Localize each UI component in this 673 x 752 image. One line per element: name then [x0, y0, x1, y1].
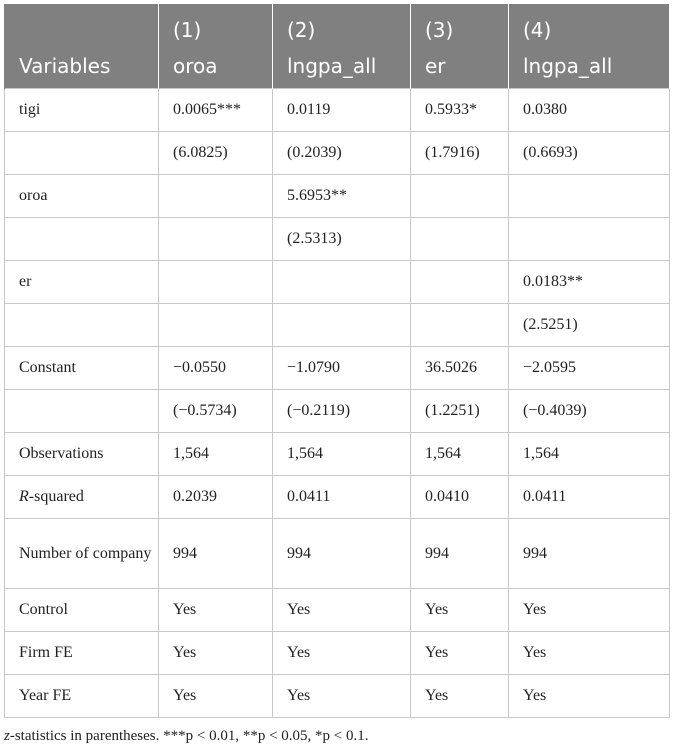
row-label: oroa [5, 175, 159, 218]
table-cell [411, 304, 509, 347]
header-depvar-1: oroa [159, 44, 273, 89]
footnote-italic: z [4, 728, 10, 744]
table-cell [159, 175, 273, 218]
header-depvar-3: er [411, 44, 509, 89]
table-cell [509, 218, 670, 261]
table-row [5, 589, 670, 632]
table-cell: Yes [159, 632, 273, 675]
table-cell [273, 304, 411, 347]
table-cell: Yes [159, 589, 273, 632]
row-label-italic: R [19, 488, 29, 505]
table-row [5, 519, 670, 589]
table-cell: 0.0410 [411, 476, 509, 519]
table-cell: 994 [509, 519, 670, 589]
table-cell: −2.0595 [509, 347, 670, 390]
table-cell: (1.7916) [411, 132, 509, 175]
table-row [5, 89, 670, 132]
table-cell: 0.0411 [509, 476, 670, 519]
table-row [5, 433, 670, 476]
table-row [5, 261, 670, 304]
table-cell: 0.0380 [509, 89, 670, 132]
table-cell: 994 [159, 519, 273, 589]
table-cell: 1,564 [509, 433, 670, 476]
table-row [5, 675, 670, 718]
table-cell: (−0.5734) [159, 390, 273, 433]
header-model-3: (3) [411, 4, 509, 44]
table-cell: (−0.4039) [509, 390, 670, 433]
regression-table-container [4, 4, 669, 745]
table-cell: 0.0119 [273, 89, 411, 132]
row-label [5, 476, 159, 519]
table-cell: 994 [273, 519, 411, 589]
table-cell: 994 [411, 519, 509, 589]
table-cell: Yes [509, 632, 670, 675]
header-model-2: (2) [273, 4, 411, 44]
row-label: er [5, 261, 159, 304]
header-variables-label: Variables [5, 44, 159, 89]
table-row [5, 132, 670, 175]
table-cell: Yes [273, 589, 411, 632]
row-label: Constant [5, 347, 159, 390]
table-cell: 0.5933* [411, 89, 509, 132]
table-cell: Yes [159, 675, 273, 718]
row-label [5, 218, 159, 261]
table-cell: Yes [411, 632, 509, 675]
table-footnote [4, 728, 669, 745]
header-empty-cell [5, 4, 159, 44]
table-cell [273, 261, 411, 304]
row-label: Control [5, 589, 159, 632]
table-cell: (2.5313) [273, 218, 411, 261]
table-cell: 0.2039 [159, 476, 273, 519]
table-row [5, 632, 670, 675]
table-row [5, 390, 670, 433]
table-cell: 0.0183** [509, 261, 670, 304]
table-cell: (0.2039) [273, 132, 411, 175]
table-cell: (−0.2119) [273, 390, 411, 433]
table-cell: (2.5251) [509, 304, 670, 347]
table-cell: 5.6953** [273, 175, 411, 218]
table-cell [411, 175, 509, 218]
table-cell: 0.0065*** [159, 89, 273, 132]
table-cell: 0.0411 [273, 476, 411, 519]
table-header [5, 4, 670, 89]
row-label: Number of company [5, 519, 159, 589]
row-label-rest: -squared [28, 488, 84, 505]
table-cell [411, 218, 509, 261]
regression-table [4, 4, 670, 718]
header-depvar-2: lngpa_all [273, 44, 411, 89]
row-label [5, 132, 159, 175]
table-cell: Yes [273, 675, 411, 718]
table-row [5, 175, 670, 218]
table-cell: 1,564 [273, 433, 411, 476]
table-cell: Yes [509, 675, 670, 718]
table-cell: (1.2251) [411, 390, 509, 433]
row-label: Year FE [5, 675, 159, 718]
header-row-model-numbers [5, 4, 670, 44]
header-row-dependent-vars [5, 44, 670, 89]
table-body [5, 89, 670, 718]
table-row [5, 476, 670, 519]
table-cell [159, 304, 273, 347]
table-row [5, 347, 670, 390]
footnote-text: -statistics in parentheses. ***p < 0.01, **p < 0.05, *p < 0.1. [9, 728, 369, 744]
table-cell: Yes [509, 589, 670, 632]
table-cell: −0.0550 [159, 347, 273, 390]
table-cell: Yes [273, 632, 411, 675]
row-label [5, 390, 159, 433]
table-cell [509, 175, 670, 218]
table-cell [411, 261, 509, 304]
table-cell: −1.0790 [273, 347, 411, 390]
header-model-1: (1) [159, 4, 273, 44]
table-cell: 36.5026 [411, 347, 509, 390]
header-model-4: (4) [509, 4, 670, 44]
table-cell [159, 261, 273, 304]
table-cell [159, 218, 273, 261]
table-row [5, 218, 670, 261]
table-cell: (6.0825) [159, 132, 273, 175]
row-label: tigi [5, 89, 159, 132]
table-cell: 1,564 [411, 433, 509, 476]
row-label: Observations [5, 433, 159, 476]
table-row [5, 304, 670, 347]
table-cell: 1,564 [159, 433, 273, 476]
table-cell: Yes [411, 675, 509, 718]
row-label: Firm FE [5, 632, 159, 675]
table-cell: (0.6693) [509, 132, 670, 175]
row-label [5, 304, 159, 347]
table-cell: Yes [411, 589, 509, 632]
header-depvar-4: lngpa_all [509, 44, 670, 89]
